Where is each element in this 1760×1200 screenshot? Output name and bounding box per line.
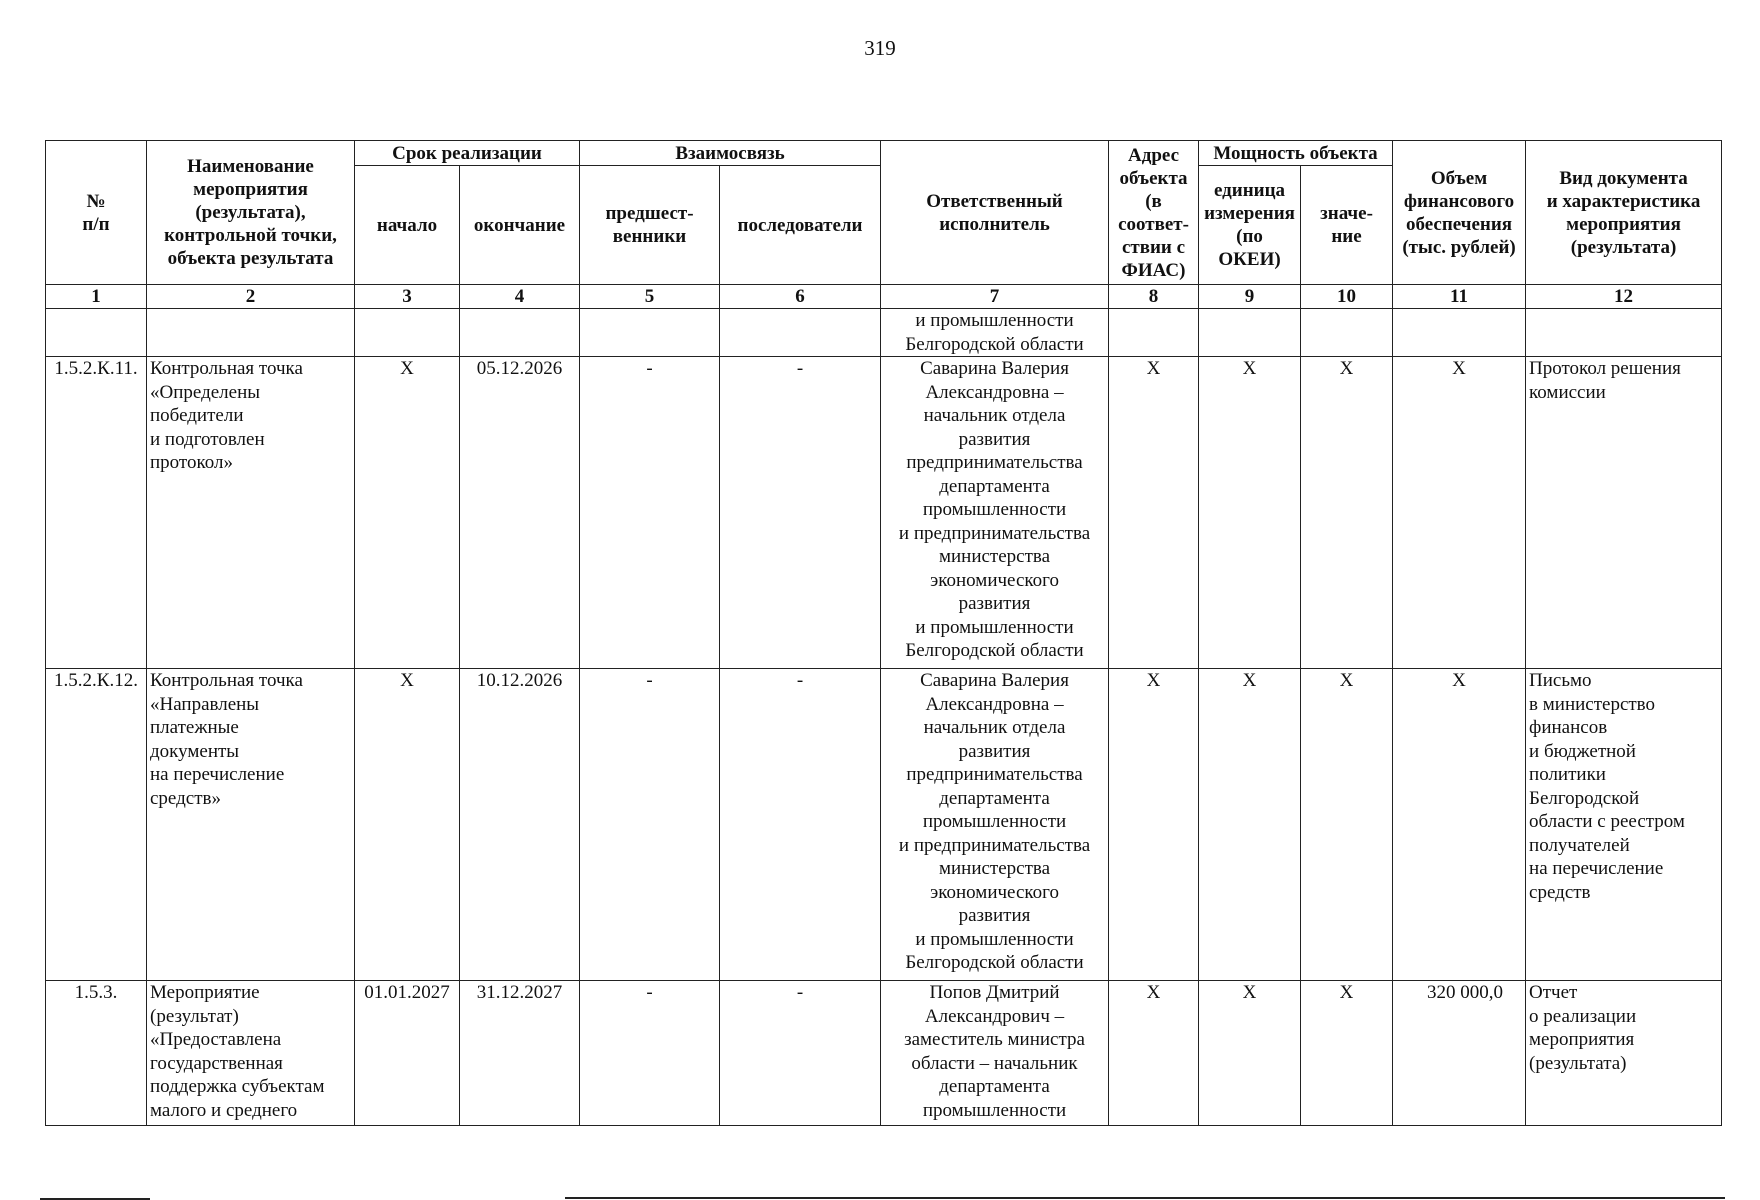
row-doc: Письмо в министерство финансов и бюджетной политики Белгородской области с реестром получателей на перечисление средств	[1526, 669, 1722, 981]
row-successors: -	[720, 669, 881, 981]
row-value: X	[1301, 669, 1393, 981]
header-doc-type: Вид документа и характеристика мероприятия (результата)	[1526, 141, 1722, 285]
column-number: 10	[1301, 285, 1393, 309]
row-value: X	[1301, 981, 1393, 1126]
column-number: 9	[1199, 285, 1301, 309]
row-address: X	[1109, 669, 1199, 981]
row-num	[46, 309, 147, 357]
header-capacity-group: Мощность объекта	[1199, 141, 1393, 166]
row-doc	[1526, 309, 1722, 357]
row-unit: X	[1199, 981, 1301, 1126]
column-number: 4	[460, 285, 580, 309]
row-end	[460, 309, 580, 357]
row-name: Мероприятие (результат) «Предоставлена государственная поддержка субъектам малого и среднего	[147, 981, 355, 1126]
row-name: Контрольная точка «Определены победители и подготовлен протокол»	[147, 357, 355, 669]
row-successors: -	[720, 357, 881, 669]
row-responsible: Саварина Валерия Александровна – начальник отдела развития предпринимательства департамента промышленности и предпринимательства министерства экономического развития и промышленности Белгородской области	[881, 357, 1109, 669]
row-successors: -	[720, 981, 881, 1126]
column-number: 1	[46, 285, 147, 309]
row-unit: X	[1199, 669, 1301, 981]
row-value	[1301, 309, 1393, 357]
row-predecessors: -	[580, 981, 720, 1126]
header-term-start: начало	[355, 166, 460, 285]
row-end: 10.12.2026	[460, 669, 580, 981]
row-responsible: Саварина Валерия Александровна – начальник отдела развития предпринимательства департамента промышленности и предпринимательства министерства экономического развития и промышленности Белгородской области	[881, 669, 1109, 981]
row-doc: Протокол решения комиссии	[1526, 357, 1722, 669]
row-num: 1.5.3.	[46, 981, 147, 1126]
header-predecessors: предшест- венники	[580, 166, 720, 285]
row-address: X	[1109, 357, 1199, 669]
row-start: X	[355, 357, 460, 669]
header-responsible: Ответственный исполнитель	[881, 141, 1109, 285]
row-predecessors: -	[580, 357, 720, 669]
footer-rule-right	[565, 1197, 1725, 1199]
implementation-plan-table	[45, 140, 1722, 1126]
row-address	[1109, 309, 1199, 357]
column-numbers-row	[46, 285, 1722, 309]
column-number: 7	[881, 285, 1109, 309]
page-number: 319	[864, 36, 896, 60]
table-row	[46, 357, 1722, 669]
column-number: 2	[147, 285, 355, 309]
column-number: 12	[1526, 285, 1722, 309]
row-finance: 320 000,0	[1393, 981, 1526, 1126]
row-doc: Отчет о реализации мероприятия (результата)	[1526, 981, 1722, 1126]
row-responsible: Попов Дмитрий Александрович – заместитель министра области – начальник департамента промышленности	[881, 981, 1109, 1126]
column-number: 11	[1393, 285, 1526, 309]
row-start: 01.01.2027	[355, 981, 460, 1126]
table-row	[46, 309, 1722, 357]
header-successors: последователи	[720, 166, 881, 285]
row-address: X	[1109, 981, 1199, 1126]
row-end: 31.12.2027	[460, 981, 580, 1126]
header-unit: единица измерения (по ОКЕИ)	[1199, 166, 1301, 285]
row-end: 05.12.2026	[460, 357, 580, 669]
row-finance: X	[1393, 357, 1526, 669]
row-successors	[720, 309, 881, 357]
row-predecessors	[580, 309, 720, 357]
row-name	[147, 309, 355, 357]
header-address: Адрес объекта (в соответ- ствии с ФИАС)	[1109, 141, 1199, 285]
row-name: Контрольная точка «Направлены платежные документы на перечисление средств»	[147, 669, 355, 981]
column-number: 6	[720, 285, 881, 309]
row-finance	[1393, 309, 1526, 357]
row-finance: X	[1393, 669, 1526, 981]
row-value: X	[1301, 357, 1393, 669]
row-start	[355, 309, 460, 357]
row-num: 1.5.2.К.11.	[46, 357, 147, 669]
table-row	[46, 981, 1722, 1126]
row-predecessors: -	[580, 669, 720, 981]
header-num: № п/п	[46, 141, 147, 285]
row-num: 1.5.2.К.12.	[46, 669, 147, 981]
row-unit	[1199, 309, 1301, 357]
header-value: значе- ние	[1301, 166, 1393, 285]
row-responsible: и промышленности Белгородской области	[881, 309, 1109, 357]
column-number: 8	[1109, 285, 1199, 309]
column-number: 5	[580, 285, 720, 309]
column-number: 3	[355, 285, 460, 309]
header-link-group: Взаимосвязь	[580, 141, 881, 166]
row-start: X	[355, 669, 460, 981]
header-finance: Объем финансового обеспечения (тыс. рублей)	[1393, 141, 1526, 285]
header-term-end: окончание	[460, 166, 580, 285]
row-unit: X	[1199, 357, 1301, 669]
header-name: Наименование мероприятия (результата), контрольной точки, объекта результата	[147, 141, 355, 285]
header-term-group: Срок реализации	[355, 141, 580, 166]
table-row	[46, 669, 1722, 981]
